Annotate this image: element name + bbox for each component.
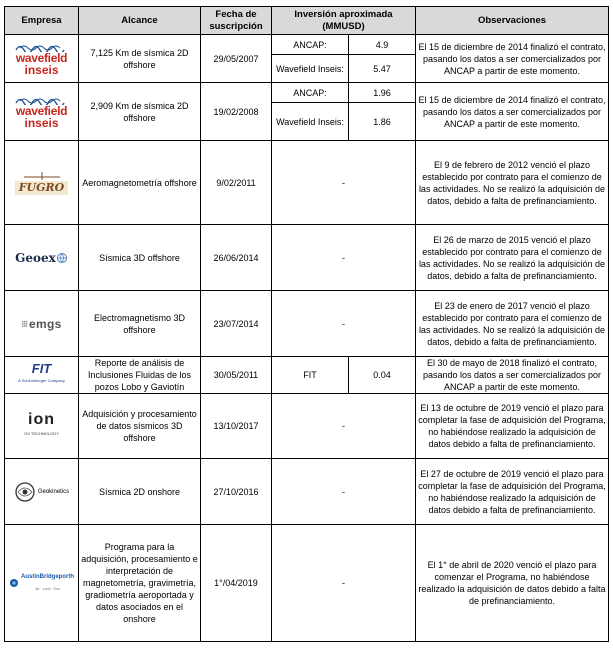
inversion-label: ANCAP: bbox=[272, 83, 349, 103]
observaciones-cell: El 30 de mayo de 2018 finalizó el contrato, pasando los datos a ser comercializados por ANCAP a partir de este momento. bbox=[416, 357, 609, 394]
alcance-cell: Electromagnetismo 3D offshore bbox=[79, 291, 201, 357]
alcance-cell: Reporte de análisis de Inclusiones Fluidas de los pozos Lobo y Gaviotín bbox=[79, 357, 201, 394]
geokinetics-circle-icon bbox=[14, 481, 36, 503]
company-logo-cell bbox=[5, 459, 79, 525]
company-logo-cell bbox=[5, 525, 79, 642]
alcance-cell: Sísmica 2D onshore bbox=[79, 459, 201, 525]
fecha-cell: 19/02/2008 bbox=[201, 83, 272, 141]
table-row bbox=[5, 357, 609, 394]
fecha-cell: 26/06/2014 bbox=[201, 225, 272, 291]
fecha-cell: 1°/04/2019 bbox=[201, 525, 272, 642]
table-row bbox=[5, 35, 609, 55]
inversion-cell: - bbox=[272, 141, 416, 225]
alcance-cell: Adquisición y procesamiento de datos sísmicos 3D offshore bbox=[79, 394, 201, 459]
observaciones-cell: El 9 de febrero de 2012 venció el plazo establecido por contrato para el comienzo de las actividades. No se realizó la adquisición de datos, debido a falta de prefinanciamiento. bbox=[416, 141, 609, 225]
fecha-cell: 27/10/2016 bbox=[201, 459, 272, 525]
austin-bridgeporth-logo: AustinBridgeporth Air · Land · Sea bbox=[7, 571, 76, 595]
table-row bbox=[5, 291, 609, 357]
globe-icon bbox=[56, 252, 68, 264]
contracts-table bbox=[4, 6, 609, 642]
table-row bbox=[5, 525, 609, 642]
observaciones-cell: El 15 de diciembre de 2014 finalizó el contrato, pasando los datos a ser comercializados por ANCAP a partir de este momento. bbox=[416, 83, 609, 141]
company-logo-cell bbox=[5, 357, 79, 394]
inversion-cell: - bbox=[272, 394, 416, 459]
inversion-label: FIT bbox=[272, 357, 349, 394]
fecha-cell: 23/07/2014 bbox=[201, 291, 272, 357]
observaciones-cell: El 13 de octubre de 2019 venció el plazo para completar la fase de adquisición del Programa, no habiéndose realizado la adquisición de datos debido a falta de prefinanciamiento. bbox=[416, 394, 609, 459]
inversion-label: Wavefield Inseis: bbox=[272, 55, 349, 83]
header-fecha: Fecha de suscripción bbox=[201, 7, 272, 35]
austin-circle-icon bbox=[9, 578, 19, 588]
fecha-cell: 13/10/2017 bbox=[201, 394, 272, 459]
table-row bbox=[5, 225, 609, 291]
inversion-value: 0.04 bbox=[349, 357, 416, 394]
table-row bbox=[5, 459, 609, 525]
table-row bbox=[5, 394, 609, 459]
inversion-cell: - bbox=[272, 459, 416, 525]
ion-logo: ion GX TECHNOLOGY bbox=[24, 411, 59, 436]
fecha-cell: 29/05/2007 bbox=[201, 35, 272, 83]
alcance-cell: 7,125 Km de sísmica 2D offshore bbox=[79, 35, 201, 83]
inversion-value: 1.96 bbox=[349, 83, 416, 103]
table-row bbox=[5, 83, 609, 103]
fugro-logo: FUGRO bbox=[7, 171, 76, 195]
wavefield-logo: wavefield inseis bbox=[7, 95, 76, 129]
inversion-label: Wavefield Inseis: bbox=[272, 103, 349, 141]
inversion-cell: - bbox=[272, 291, 416, 357]
geokinetics-logo: Geokinetics bbox=[7, 481, 76, 503]
table-row bbox=[5, 141, 609, 225]
observaciones-cell: El 26 de marzo de 2015 venció el plazo establecido por contrato para el comienzo de las actividades. No se realizó la adquisición de datos, debido a falta de prefinanciamiento. bbox=[416, 225, 609, 291]
header-row bbox=[5, 7, 609, 35]
company-logo-cell bbox=[5, 141, 79, 225]
alcance-cell: Sísmica 3D offshore bbox=[79, 225, 201, 291]
wave-icon bbox=[14, 95, 70, 105]
alcance-cell: Aeromagnetometría offshore bbox=[79, 141, 201, 225]
wave-icon bbox=[14, 42, 70, 52]
geoex-logo: Geoex bbox=[7, 252, 76, 264]
company-logo-cell bbox=[5, 291, 79, 357]
inversion-value: 1.86 bbox=[349, 103, 416, 141]
fugro-line-icon bbox=[22, 171, 62, 181]
dots-icon: ⁝⁝⁝ bbox=[21, 318, 28, 329]
company-logo-cell bbox=[5, 83, 79, 141]
header-observaciones: Observaciones bbox=[416, 7, 609, 35]
company-logo-cell bbox=[5, 225, 79, 291]
inversion-value: 4.9 bbox=[349, 35, 416, 55]
emgs-logo: ⁝⁝⁝ emgs bbox=[21, 316, 62, 331]
inversion-cell: - bbox=[272, 525, 416, 642]
fecha-cell: 30/05/2011 bbox=[201, 357, 272, 394]
observaciones-cell: El 1° de abril de 2020 venció el plazo para comenzar el Programa, no habiéndose realizado la adquisición de datos debido a falta de prefinanciamiento. bbox=[416, 525, 609, 642]
inversion-value: 5.47 bbox=[349, 55, 416, 83]
inversion-cell: - bbox=[272, 225, 416, 291]
header-inversion: Inversión aproximada (MMUSD) bbox=[272, 7, 416, 35]
observaciones-cell: El 27 de octubre de 2019 venció el plazo para completar la fase de adquisición del Programa, no habiéndose realizado la adquisición de datos debido a falta de prefinanciamiento. bbox=[416, 459, 609, 525]
company-logo-cell bbox=[5, 35, 79, 83]
fit-logo: FIT A Schlumberger Company bbox=[18, 361, 65, 383]
alcance-cell: 2,909 Km de sísmica 2D offshore bbox=[79, 83, 201, 141]
alcance-cell: Programa para la adquisición, procesamiento e interpretación de magnetometría, gravimetría, gradiometría aeroportada y datos asociados en el onshore bbox=[79, 525, 201, 642]
header-empresa: Empresa bbox=[5, 7, 79, 35]
wavefield-logo: wavefield inseis bbox=[7, 42, 76, 76]
inversion-label: ANCAP: bbox=[272, 35, 349, 55]
fecha-cell: 9/02/2011 bbox=[201, 141, 272, 225]
observaciones-cell: El 15 de diciembre de 2014 finalizó el contrato, pasando los datos a ser comercializados por ANCAP a partir de este momento. bbox=[416, 35, 609, 83]
observaciones-cell: El 23 de enero de 2017 venció el plazo establecido por contrato para el comienzo de las actividades. No se realizó la adquisición de datos, debido a falta de prefinanciamiento. bbox=[416, 291, 609, 357]
header-alcance: Alcance bbox=[79, 7, 201, 35]
company-logo-cell bbox=[5, 394, 79, 459]
